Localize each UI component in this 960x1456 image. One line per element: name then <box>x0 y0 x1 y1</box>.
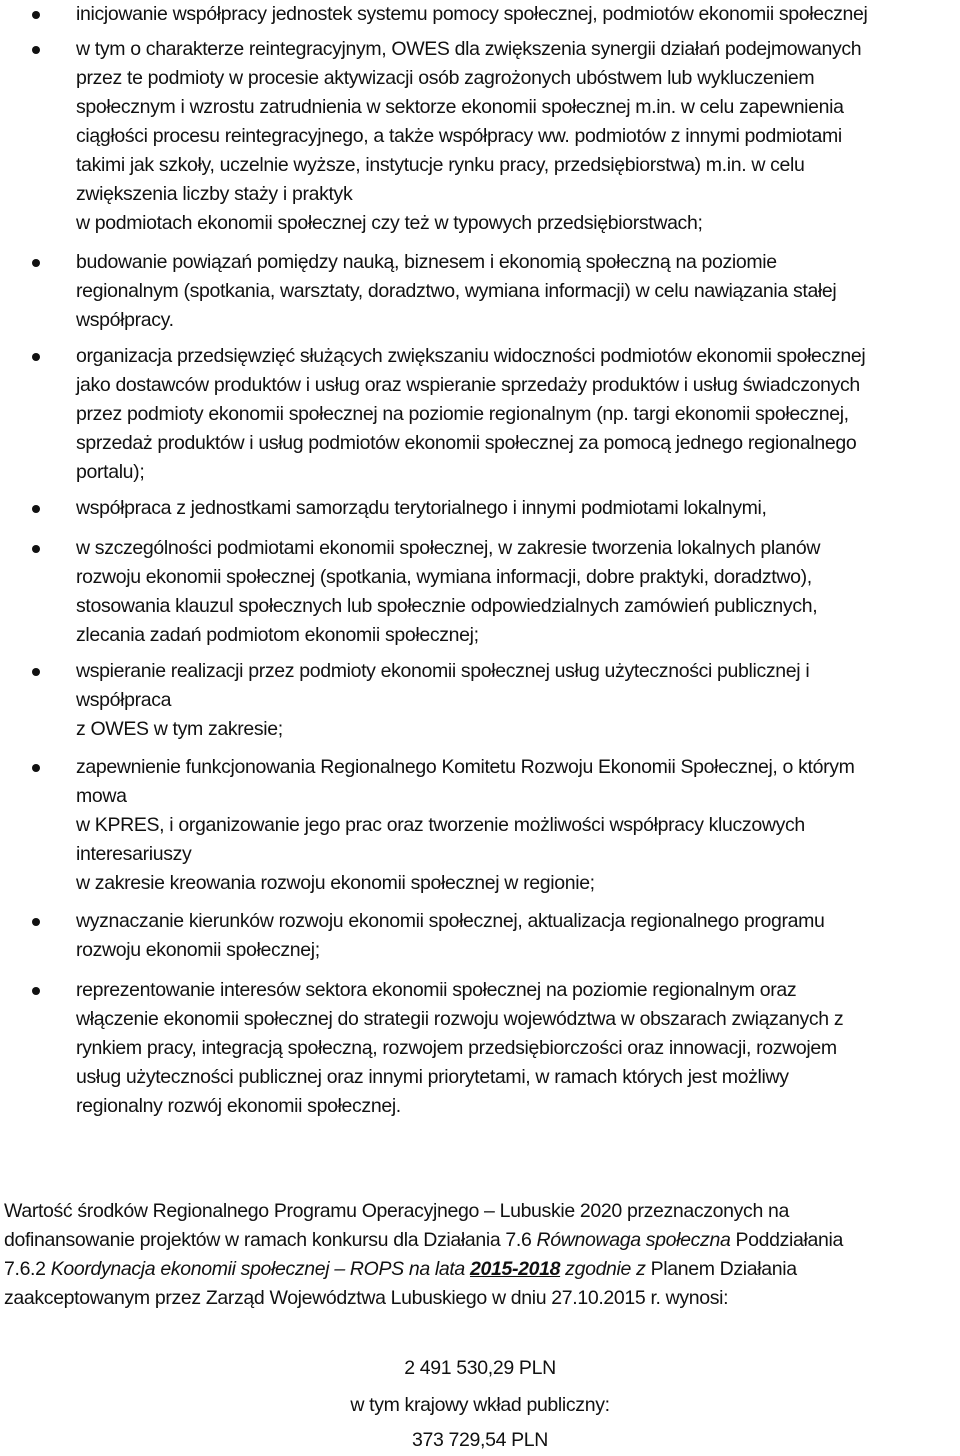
list-item-line: społecznym i wzrostu zatrudnienia w sektorze ekonomii społecznej m.in. w celu zapewnienia <box>76 96 844 118</box>
measure-name: Równowaga społeczna <box>536 1229 731 1251</box>
list-item-line: usług użyteczności publicznej oraz innymi priorytetami, w ramach których jest możliwy <box>76 1066 789 1088</box>
list-item <box>76 753 954 898</box>
list-item-line: zlecania zadań podmiotom ekonomii społecznej; <box>76 624 479 646</box>
summary-line-1: Wartość środków Regionalnego Programu Operacyjnego – Lubuskie 2020 przeznaczonych na <box>4 1200 790 1222</box>
list-item <box>76 248 954 335</box>
bullet-icon <box>32 259 40 267</box>
list-item-line: przez podmioty ekonomii społecznej na poziomie regionalnym (np. targi ekonomii społecznej, <box>76 403 849 425</box>
list-item <box>76 534 954 650</box>
bullet-icon <box>32 668 40 676</box>
list-item-line: regionalny rozwój ekonomii społecznej. <box>76 1095 401 1117</box>
summary-text: dofinansowanie projektów w ramach konkursu dla Działania 7.6 <box>4 1229 537 1251</box>
list-item-line: zapewnienie funkcjonowania Regionalnego Komitetu Rozwoju Ekonomii Społecznej, o którym <box>76 756 855 778</box>
list-item-line: w podmiotach ekonomii społecznej czy też w typowych przedsiębiorstwach; <box>76 212 703 234</box>
list-item-line: ciągłości procesu reintegracyjnego, a także współpracy ww. podmiotów z innymi podmiotami <box>76 125 842 147</box>
submeasure-name: Koordynacja ekonomii społecznej – ROPS na lata <box>50 1258 470 1280</box>
list-item-line: współpraca z jednostkami samorządu terytorialnego i innymi podmiotami lokalnymi, <box>76 497 767 519</box>
summary-text: 7.6.2 <box>4 1258 51 1280</box>
list-item-line: włączenie ekonomii społecznej do strategii rozwoju województwa w obszarach związanych z <box>76 1008 844 1030</box>
bullet-icon <box>32 46 40 54</box>
list-item-line: rozwoju ekonomii społecznej (spotkania, wymiana informacji, dobre praktyki, doradztwo), <box>76 566 812 588</box>
list-item <box>76 35 954 238</box>
list-item-line: rynkiem pracy, integracją społeczną, rozwojem przedsiębiorczości oraz innowacji, rozwojem <box>76 1037 837 1059</box>
list-item-line: sprzedaż produktów i usług podmiotów ekonomii społecznej za pomocą jednego regionalnego <box>76 432 857 454</box>
list-item-line: w tym o charakterze reintegracyjnym, OWES dla zwiększenia synergii działań podejmowanych <box>76 38 862 60</box>
list-item-line: z OWES w tym zakresie; <box>76 718 283 740</box>
summary-line-3 <box>4 1255 954 1284</box>
list-item-line: w zakresie kreowania rozwoju ekonomii społecznej w regionie; <box>76 872 595 894</box>
bullet-icon <box>32 11 40 19</box>
bullet-icon <box>32 918 40 926</box>
list-item-line: w KPRES, i organizowanie jego prac oraz tworzenie możliwości współpracy kluczowych <box>76 814 805 836</box>
summary-line-4: zaakceptowanym przez Zarząd Województwa Lubuskiego w dniu 27.10.2015 r. wynosi: <box>4 1287 729 1309</box>
list-item-line: w szczególności podmiotami ekonomii społecznej, w zakresie tworzenia lokalnych planów <box>76 537 821 559</box>
list-item-line: inicjowanie współpracy jednostek systemu pomocy społecznej, podmiotów ekonomii społecznej <box>76 3 868 25</box>
list-item-line: współpraca <box>76 689 172 711</box>
list-item-line: regionalnym (spotkania, warsztaty, doradztwo, wymiana informacji) w celu nawiązania stałej <box>76 280 837 302</box>
list-item-line: współpracy. <box>76 309 174 331</box>
list-item-line: zwiększenia liczby staży i praktyk <box>76 183 353 205</box>
bullet-icon <box>32 545 40 553</box>
bullet-icon <box>32 764 40 772</box>
list-item <box>76 907 954 965</box>
total-amount: 2 491 530,29 PLN <box>404 1357 556 1379</box>
national-contribution-amount: 373 729,54 PLN <box>411 1429 549 1451</box>
list-item <box>76 657 954 744</box>
national-contribution-label: w tym krajowy wkład publiczny: <box>350 1394 610 1416</box>
list-item <box>76 342 954 487</box>
list-item-line: wspieranie realizacji przez podmioty ekonomii społecznej usług użyteczności publicznej i <box>76 660 810 682</box>
summary-line-2 <box>4 1226 954 1255</box>
list-item-line: mowa <box>76 785 127 807</box>
list-item-line: rozwoju ekonomii społecznej; <box>76 939 320 961</box>
funding-summary <box>4 1197 954 1313</box>
list-item <box>76 976 954 1121</box>
list-item-line: wyznaczanie kierunków rozwoju ekonomii społecznej, aktualizacja regionalnego programu <box>76 910 825 932</box>
list-item-line: organizacja przedsięwzięć służących zwiększaniu widoczności podmiotów ekonomii społecznej <box>76 345 866 367</box>
list-item-line: portalu); <box>76 461 145 483</box>
program-years: 2015-2018 <box>470 1258 561 1280</box>
bullet-icon <box>32 505 40 513</box>
bullet-icon <box>32 353 40 361</box>
list-item-line: takimi jak szkoły, uczelnie wyższe, instytucje rynku pracy, przedsiębiorstwa) m.in. w celu <box>76 154 805 176</box>
list-item-line: interesariuszy <box>76 843 192 865</box>
list-item <box>76 494 954 523</box>
list-item-line: budowanie powiązań pomiędzy nauką, biznesem i ekonomią społeczną na poziomie <box>76 251 777 273</box>
list-item-line: przez te podmioty w procesie aktywizacji osób zagrożonych ubóstwem lub wykluczeniem <box>76 67 815 89</box>
summary-text: zgodnie z <box>560 1258 646 1280</box>
list-item-line: stosowania klauzul społecznych lub społecznie odpowiedzialnych zamówień publicznych, <box>76 595 818 617</box>
list-item-line: reprezentowanie interesów sektora ekonomii społecznej na poziomie regionalnym oraz <box>76 979 797 1001</box>
summary-text: Planem Działania <box>645 1258 797 1280</box>
list-item <box>76 0 954 29</box>
bullet-icon <box>32 987 40 995</box>
summary-text: Poddziałania <box>730 1229 843 1251</box>
list-item-line: jako dostawców produktów i usług oraz wspieranie sprzedaży produktów i usług świadczonych <box>76 374 860 396</box>
